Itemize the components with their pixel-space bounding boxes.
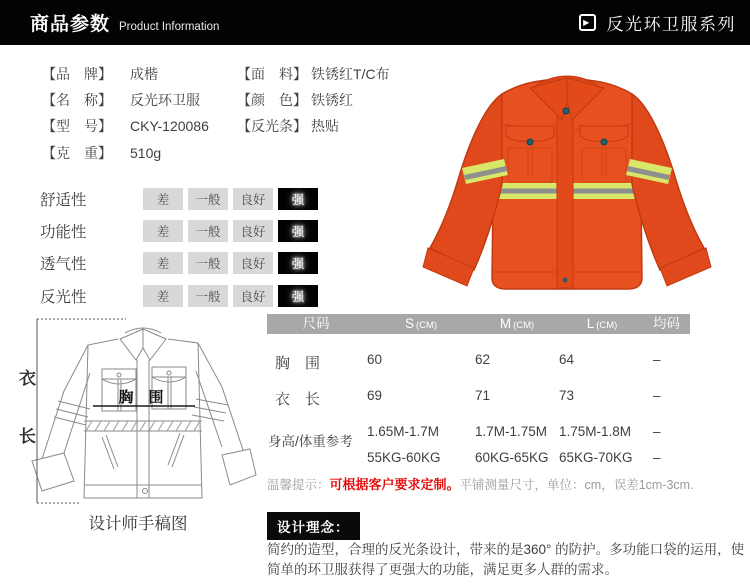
rating-row-comfort <box>40 188 323 210</box>
rating-option-average[interactable]: 一般 <box>188 188 228 210</box>
attr-stripe <box>237 116 339 136</box>
attr-model-label: 【型 号】 <box>42 118 112 134</box>
length-label-top: 衣 <box>19 369 36 388</box>
table-row-height <box>267 424 690 439</box>
rating-option-strong[interactable]: 强 <box>278 285 318 307</box>
rating-label-breathability: 透气性 <box>40 256 87 273</box>
cell-m: 60KG-65KG <box>475 450 549 465</box>
header-title-group <box>30 9 219 36</box>
cell-l: 65KG-70KG <box>559 450 633 465</box>
cell-onesize: – <box>653 424 661 439</box>
rating-option-poor[interactable]: 差 <box>143 220 183 242</box>
attr-color <box>237 90 353 110</box>
notice-prefix: 温馨提示： <box>267 478 330 492</box>
rating-row-breathability <box>40 252 323 274</box>
table-row-chest <box>267 352 690 373</box>
front-placket <box>557 100 573 288</box>
product-photo <box>422 56 738 300</box>
cell-m: 62 <box>475 352 491 367</box>
design-concept-body: 简约的造型，合理的反光条设计，带来的是360° 的防护。多功能口袋的运用，使简单的环卫服获得了更强大的功能，满足更多人群的需求。 <box>267 542 745 577</box>
cell-l: 1.75M-1.8M <box>559 424 632 439</box>
cell-s: 55KG-60KG <box>367 450 441 465</box>
attr-color-label: 【颜 色】 <box>237 92 307 108</box>
sketch-illustration <box>18 315 258 511</box>
rating-label-function: 功能性 <box>40 224 87 241</box>
table-row-length <box>267 388 690 409</box>
rating-row-function <box>40 220 323 242</box>
rating-option-average[interactable]: 一般 <box>188 252 228 274</box>
attr-color-value: 铁锈红 <box>311 92 353 108</box>
row-label-spacer <box>267 450 367 465</box>
notice-highlight: 可根据客户要求定制。 <box>329 477 460 492</box>
attr-weight-value: 510g <box>130 145 162 161</box>
attr-name-label: 【名 称】 <box>42 92 112 108</box>
size-table-header <box>267 314 690 334</box>
attr-name <box>42 90 200 110</box>
cell-onesize: – <box>653 388 661 403</box>
rating-option-average[interactable]: 一般 <box>188 220 228 242</box>
cell-onesize: – <box>653 450 661 465</box>
cell-onesize: – <box>653 352 661 367</box>
attr-name-value: 反光环卫服 <box>130 92 200 108</box>
header-bar <box>0 0 750 45</box>
chest-measure-label: 胸 围 <box>118 389 164 406</box>
page-subtitle: Product Information <box>119 21 220 33</box>
table-row-weight <box>267 450 690 465</box>
attr-fabric-label: 【面 料】 <box>237 66 307 82</box>
attr-weight <box>42 143 161 163</box>
design-concept-heading: 设计理念： <box>267 512 360 540</box>
rating-option-good[interactable]: 良好 <box>233 285 273 307</box>
rating-option-good[interactable]: 良好 <box>233 220 273 242</box>
series-link[interactable] <box>579 10 737 35</box>
rating-option-good[interactable]: 良好 <box>233 188 273 210</box>
play-icon: ▶ <box>579 14 596 31</box>
col-header-l: L (CM) <box>586 316 618 331</box>
cell-m: 71 <box>475 388 491 403</box>
attr-brand <box>42 64 158 84</box>
sketch-jacket <box>32 328 256 498</box>
length-label-bottom: 长 <box>19 427 36 446</box>
col-header-onesize: 均码 <box>653 316 680 331</box>
rating-option-strong[interactable]: 强 <box>278 188 318 210</box>
notice-suffix: 平铺测量尺寸，单位：cm，误差1cm-3cm. <box>459 478 694 492</box>
rating-option-poor[interactable]: 差 <box>143 252 183 274</box>
jacket-photo-illustration <box>422 56 738 300</box>
rating-label-reflectivity: 反光性 <box>40 289 87 306</box>
cell-s: 60 <box>367 352 383 367</box>
designer-sketch <box>18 315 258 511</box>
attr-stripe-value: 热贴 <box>311 118 339 134</box>
attr-model-value: CKY-120086 <box>130 118 209 134</box>
attr-fabric <box>237 64 390 84</box>
attr-model <box>42 116 209 136</box>
attr-brand-value: 成楷 <box>130 66 158 82</box>
rating-option-good[interactable]: 良好 <box>233 252 273 274</box>
col-header-size: 尺码 <box>302 316 330 331</box>
rating-option-strong[interactable]: 强 <box>278 252 318 274</box>
cell-l: 73 <box>559 388 575 403</box>
cell-s: 69 <box>367 388 383 403</box>
notice-line <box>267 474 694 493</box>
rating-option-strong[interactable]: 强 <box>278 220 318 242</box>
attr-brand-label: 【品 牌】 <box>42 66 112 82</box>
row-label-spacer <box>267 424 367 439</box>
rating-option-poor[interactable]: 差 <box>143 188 183 210</box>
rating-option-average[interactable]: 一般 <box>188 285 228 307</box>
cell-l: 64 <box>559 352 575 367</box>
series-label: 反光环卫服系列 <box>606 15 736 34</box>
cell-m: 1.7M-1.75M <box>475 424 548 439</box>
rating-row-reflectivity <box>40 285 323 307</box>
sketch-caption: 设计师手稿图 <box>88 515 188 533</box>
col-header-s: S (CM) <box>404 316 438 331</box>
rating-label-comfort: 舒适性 <box>40 192 87 209</box>
page-title: 商品参数 <box>30 14 111 35</box>
cell-s: 1.65M-1.7M <box>367 424 440 439</box>
col-header-m: M (CM) <box>499 316 535 331</box>
attr-stripe-label: 【反光条】 <box>237 118 307 134</box>
row-label-height-weight: 身高/体重参考 <box>268 434 353 449</box>
row-label: 胸 围 <box>275 355 321 372</box>
row-label: 衣 长 <box>275 391 321 408</box>
attr-fabric-value: 铁锈红T/C布 <box>311 66 390 82</box>
attr-weight-label: 【克 重】 <box>42 145 112 161</box>
rating-option-poor[interactable]: 差 <box>143 285 183 307</box>
